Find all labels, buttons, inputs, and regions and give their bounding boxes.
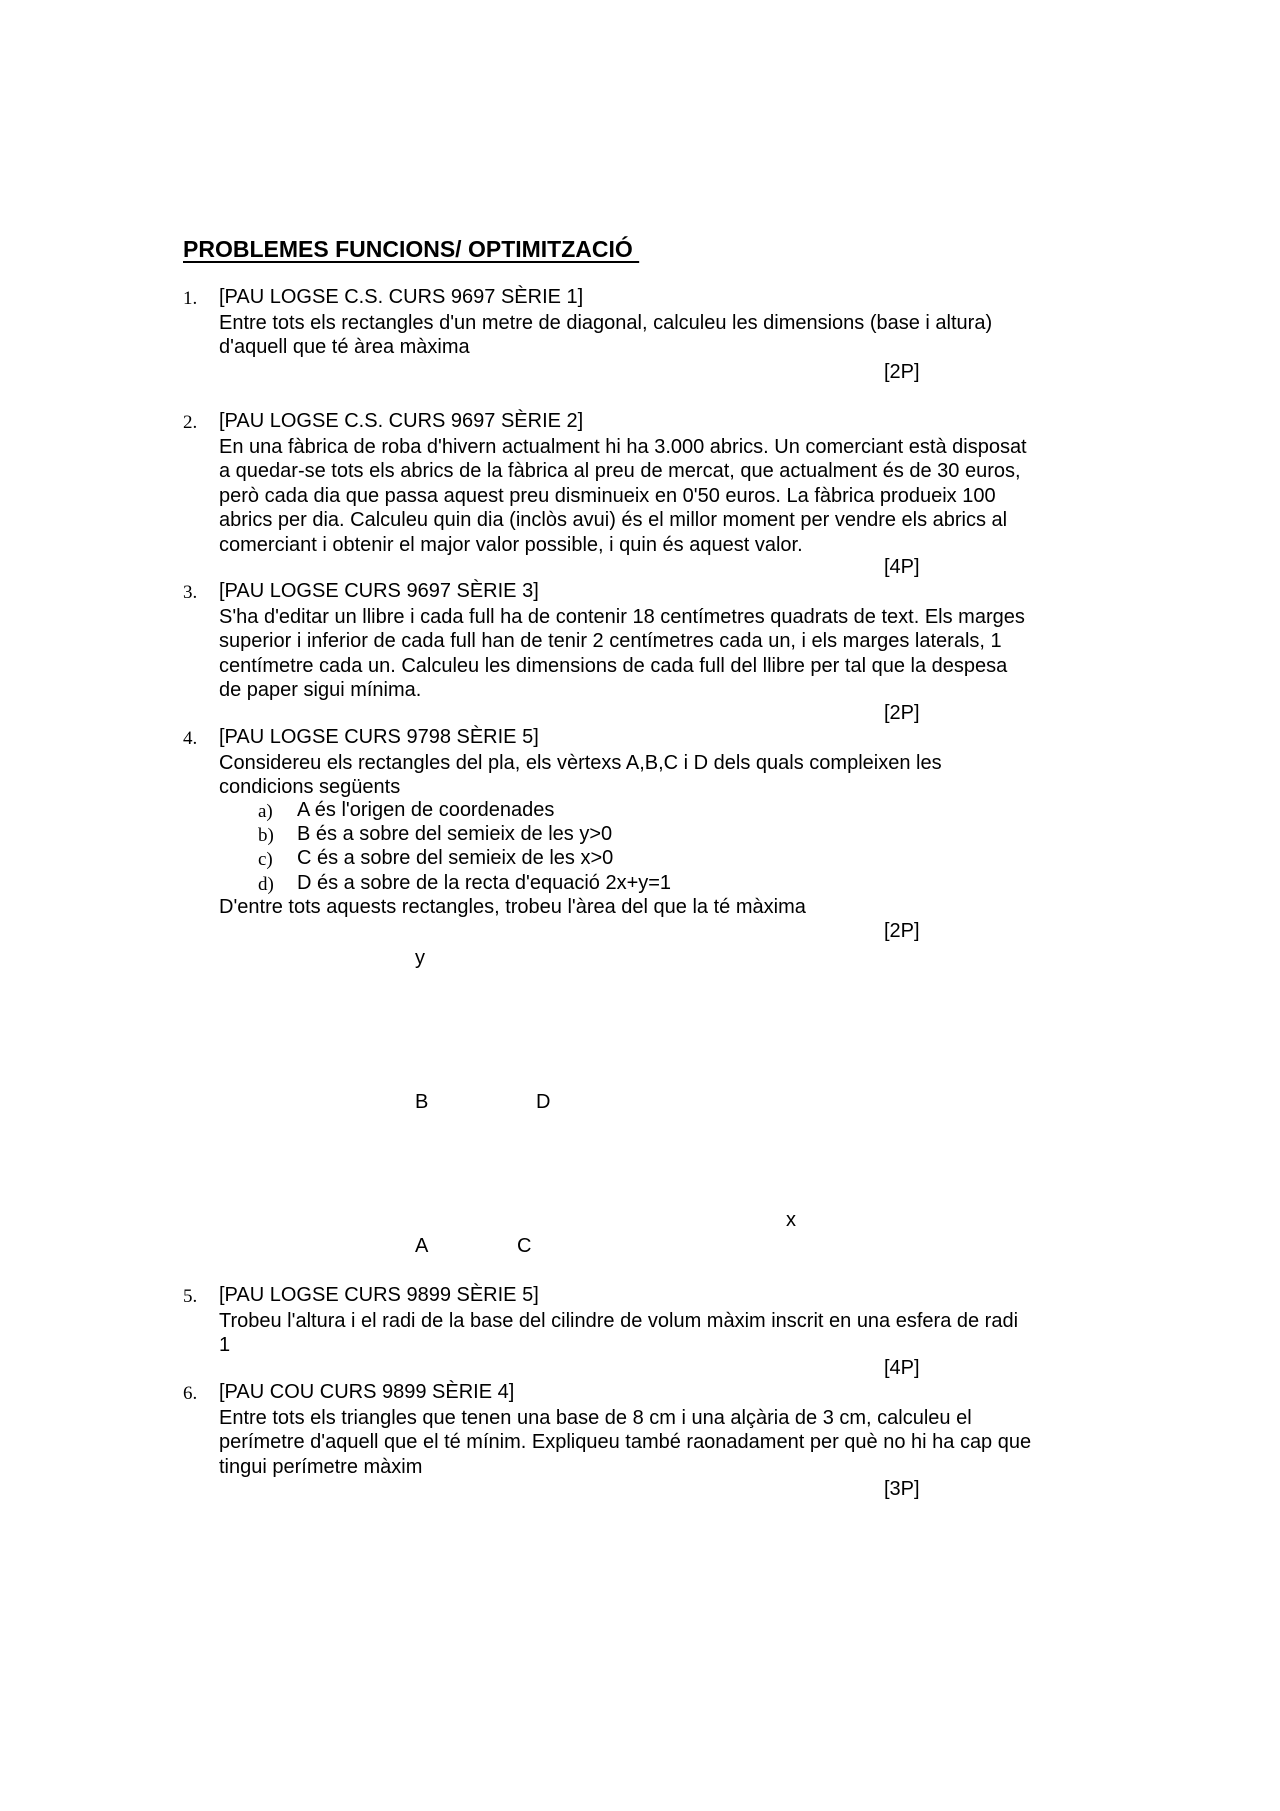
text-line: Considereu els rectangles del pla, els vèrtexs A,B,C i D dels quals compleixen les bbox=[219, 752, 942, 774]
text-line: superior i inferior de cada full han de tenir 2 centímetres cada un, i els marges laterals, 1 bbox=[219, 630, 1002, 653]
points-label: [4P] bbox=[884, 1357, 920, 1379]
text-line: perímetre d'aquell que el té mínim. Expliqueu també raonadament per què no hi ha cap que bbox=[219, 1431, 1032, 1454]
figure-label-x: x bbox=[786, 1209, 796, 1231]
problem-heading: [PAU LOGSE C.S. CURS 9697 SÈRIE 2] bbox=[219, 410, 584, 432]
points-label: [3P] bbox=[884, 1478, 920, 1500]
problem-number: 6. bbox=[183, 1383, 198, 1404]
points-label: [2P] bbox=[884, 920, 920, 942]
text-line: Entre tots els triangles que tenen una base de 8 cm i una alçària de 3 cm, calculeu el bbox=[219, 1407, 972, 1429]
text-line: Trobeu l'altura i el radi de la base del cilindre de volum màxim inscrit en una esfera de radi bbox=[219, 1310, 1019, 1332]
figure-label-d: D bbox=[536, 1091, 551, 1113]
text-line: de paper sigui mínima. bbox=[219, 679, 422, 702]
text-line: condicions següents bbox=[219, 776, 401, 799]
problem-number: 2. bbox=[183, 412, 198, 433]
problem-number: 5. bbox=[183, 1286, 198, 1307]
problem-heading: [PAU LOGSE C.S. CURS 9697 SÈRIE 1] bbox=[219, 286, 584, 308]
text-line: abrics per dia. Calculeu quin dia (inclòs avui) és el millor moment per vendre els abrics al bbox=[219, 509, 1008, 532]
problem-text bbox=[219, 751, 1099, 800]
points-label: [2P] bbox=[884, 702, 920, 724]
text-line: Entre tots els rectangles d'un metre de diagonal, calculeu les dimensions (base i altura) bbox=[219, 312, 993, 334]
problem-number: 1. bbox=[183, 288, 198, 309]
text-line: centímetre cada un. Calculeu les dimensions de cada full del llibre per tal que la despesa bbox=[219, 654, 1008, 677]
subitem-letter: d) bbox=[258, 874, 274, 895]
subitem-text: D és a sobre de la recta d'equació 2x+y=1 bbox=[297, 872, 672, 894]
subitem-text: A és l'origen de coordenades bbox=[297, 799, 555, 821]
text-line: 1 bbox=[219, 1334, 231, 1357]
subitem-text: B és a sobre del semieix de les y>0 bbox=[297, 823, 613, 845]
text-line: tingui perímetre màxim bbox=[219, 1455, 423, 1478]
problem-text bbox=[219, 311, 1099, 360]
problem-heading: [PAU LOGSE CURS 9899 SÈRIE 5] bbox=[219, 1284, 539, 1306]
text-line: però cada dia que passa aquest preu disminueix en 0'50 euros. La fàbrica produeix 100 bbox=[219, 484, 996, 507]
problem-number: 3. bbox=[183, 582, 198, 603]
problem-heading: [PAU LOGSE CURS 9697 SÈRIE 3] bbox=[219, 580, 539, 602]
text-line: En una fàbrica de roba d'hivern actualment hi ha 3.000 abrics. Un comerciant està disposat bbox=[219, 436, 1027, 458]
page-title: PROBLEMES FUNCIONS/ OPTIMITZACIÓ bbox=[183, 236, 640, 262]
points-label: [2P] bbox=[884, 361, 920, 383]
figure-label-b: B bbox=[415, 1091, 429, 1113]
problem-text bbox=[219, 1309, 1099, 1358]
subitem-text: C és a sobre del semieix de les x>0 bbox=[297, 847, 614, 869]
problem-text bbox=[219, 605, 1099, 703]
text-line: comerciant i obtenir el major valor possible, i quin és aquest valor. bbox=[219, 533, 803, 556]
problem-text bbox=[219, 1406, 1099, 1479]
text-line: a quedar-se tots els abrics de la fàbrica al preu de mercat, que actualment és de 30 euros, bbox=[219, 460, 1021, 483]
subitem-letter: c) bbox=[258, 849, 273, 870]
figure-label-a: A bbox=[415, 1235, 429, 1257]
figure-label-c: C bbox=[517, 1235, 532, 1257]
subitem-letter: a) bbox=[258, 801, 273, 822]
problem-closing: D'entre tots aquests rectangles, trobeu l'àrea del que la té màxima bbox=[219, 896, 806, 918]
text-line: d'aquell que té àrea màxima bbox=[219, 336, 470, 359]
points-label: [4P] bbox=[884, 556, 920, 578]
problem-heading: [PAU LOGSE CURS 9798 SÈRIE 5] bbox=[219, 726, 539, 748]
text-line: S'ha d'editar un llibre i cada full ha de contenir 18 centímetres quadrats de text. Els marges bbox=[219, 606, 1025, 628]
figure-label-y: y bbox=[415, 947, 425, 969]
problem-heading: [PAU COU CURS 9899 SÈRIE 4] bbox=[219, 1381, 515, 1403]
subitem-letter: b) bbox=[258, 825, 274, 846]
problem-text bbox=[219, 435, 1099, 557]
problem-number: 4. bbox=[183, 728, 198, 749]
